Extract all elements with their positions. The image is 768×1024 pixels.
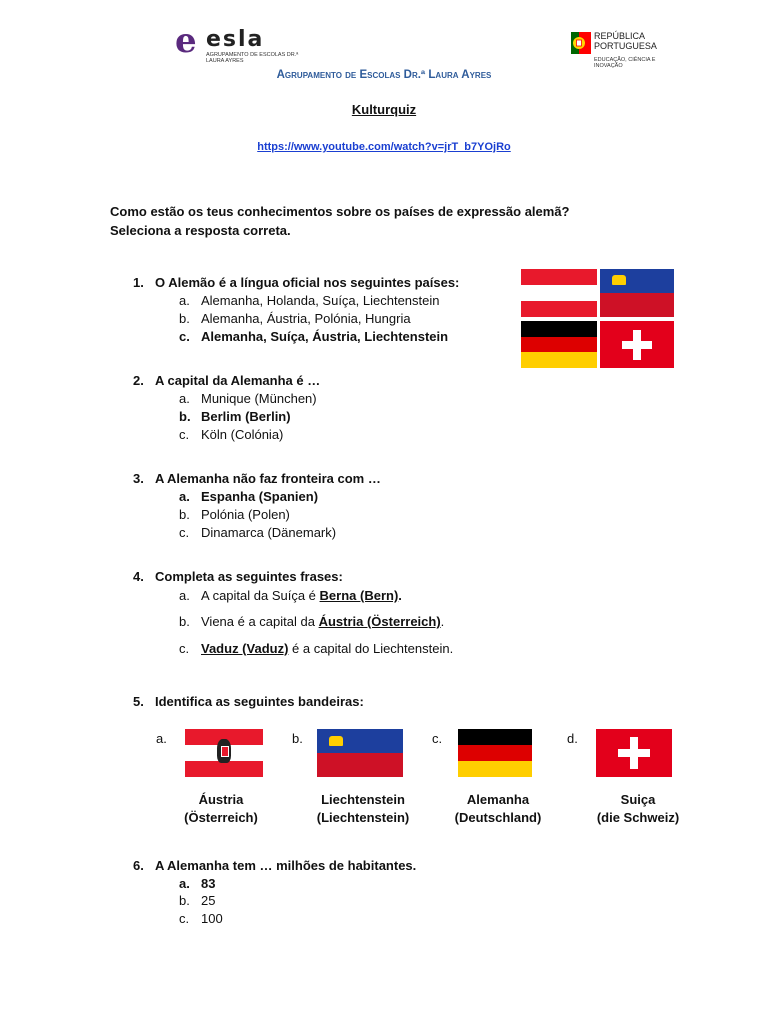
gov-subtitle: EDUCAÇÃO, CIÊNCIA E INOVAÇÃO — [594, 57, 656, 69]
portugal-emblem-icon — [571, 32, 591, 54]
crown-icon — [612, 275, 626, 285]
option-letter: c. — [179, 427, 190, 442]
question-text: Identifica as seguintes bandeiras: — [155, 694, 364, 709]
school-name: Agrupamento de Escolas Dr.ª Laura Ayres — [276, 69, 492, 81]
option-letter: c. — [179, 911, 190, 926]
flag-native-name: (Österreich) — [184, 810, 258, 825]
option-letter: a. — [179, 588, 190, 603]
question-text: Completa as seguintes frases: — [155, 569, 343, 584]
flag-letter-a: a. — [156, 731, 167, 746]
question-5 — [133, 693, 364, 711]
option-text: 83 — [201, 876, 216, 891]
sentence-4c — [179, 640, 453, 658]
option-text: Alemanha, Holanda, Suíça, Liechtenstein — [201, 293, 440, 308]
option-letter: a. — [179, 293, 190, 308]
option-text: 100 — [201, 911, 223, 926]
question-2 — [133, 372, 320, 390]
flag-letter-b: b. — [292, 731, 303, 746]
liechtenstein-flag — [600, 269, 674, 317]
question-number: 6. — [133, 858, 144, 873]
sentence-answer: Áustria (Österreich) — [318, 614, 441, 629]
esla-logo-text: esla — [206, 27, 265, 52]
question-3 — [133, 470, 381, 488]
option-6b — [179, 892, 215, 910]
option-3b — [179, 506, 290, 524]
intro-text — [110, 202, 570, 240]
sentence-pre: A capital da Suíça é — [201, 588, 320, 603]
question-number: 1. — [133, 275, 144, 290]
option-letter: b. — [179, 614, 190, 629]
question-text: A Alemanha não faz fronteira com … — [155, 471, 381, 486]
flag-letter-c: c. — [432, 731, 443, 746]
option-6c — [179, 910, 223, 928]
video-link[interactable]: https://www.youtube.com/watch?v=jrT_b7YOjRo — [257, 141, 511, 153]
option-text: Dinamarca (Dänemark) — [201, 525, 337, 540]
option-3c — [179, 524, 336, 542]
option-2a — [179, 390, 317, 408]
option-1a — [179, 292, 440, 310]
austria-flag — [521, 269, 597, 317]
shield-icon — [221, 746, 229, 757]
option-letter: c. — [179, 525, 190, 540]
option-text: Alemanha, Áustria, Polónia, Hungria — [201, 311, 411, 326]
flag-caption-d — [573, 791, 703, 827]
question-number: 5. — [133, 694, 144, 709]
crown-icon — [329, 736, 343, 746]
option-letter: b. — [179, 507, 190, 522]
sentence-post: é a capital do Liechtenstein. — [288, 641, 454, 656]
option-text: Köln (Colónia) — [201, 427, 284, 442]
question-6 — [133, 857, 416, 875]
option-text: Alemanha, Suíça, Áustria, Liechtenstein — [201, 329, 449, 344]
option-letter: a. — [179, 489, 190, 504]
sentence-pre: Viena é a capital da — [201, 614, 319, 629]
option-text: 25 — [201, 893, 216, 908]
question-4 — [133, 568, 343, 586]
flag-native-name: (die Schweiz) — [596, 810, 680, 825]
switzerland-flag — [600, 321, 674, 368]
question-number: 2. — [133, 373, 144, 388]
flag-name: Suiça — [620, 792, 656, 807]
gov-title: REPÚBLICA PORTUGUESA — [594, 31, 657, 51]
sentence-4a — [179, 587, 402, 605]
flag-name: Alemanha — [466, 792, 530, 807]
option-6a-correct — [179, 875, 215, 893]
option-letter: c. — [179, 641, 190, 656]
question-text: O Alemão é a língua oficial nos seguintes países: — [155, 275, 460, 290]
option-3a-correct — [179, 488, 318, 506]
option-1c-correct — [179, 328, 448, 346]
option-letter: b. — [179, 311, 190, 326]
option-1b — [179, 310, 411, 328]
sentence-4b — [179, 613, 444, 631]
option-text: Polónia (Polen) — [201, 507, 290, 522]
esla-logo-mark: e — [175, 21, 197, 61]
flag-native-name: (Liechtenstein) — [316, 810, 410, 825]
switzerland-flag — [596, 729, 672, 777]
flag-letter-d: d. — [567, 731, 578, 746]
germany-flag — [521, 321, 597, 368]
option-text: Espanha (Spanien) — [201, 489, 319, 504]
question-text: A capital da Alemanha é … — [155, 373, 321, 388]
intro-line-1: Como estão os teus conhecimentos sobre os países de expressão alemã? — [110, 204, 570, 219]
intro-line-2: Seleciona a resposta correta. — [110, 223, 291, 238]
germany-flag — [458, 729, 532, 777]
page-title: Kulturquiz — [351, 102, 417, 117]
sentence-answer: Berna (Bern) — [319, 588, 399, 603]
question-number: 4. — [133, 569, 144, 584]
sentence-answer: Vaduz (Vaduz) — [201, 641, 289, 656]
austria-flag — [185, 729, 263, 777]
flag-caption-c — [433, 791, 563, 827]
question-number: 3. — [133, 471, 144, 486]
flag-caption-b — [298, 791, 428, 827]
sentence-post: . — [440, 614, 445, 629]
option-letter: a. — [179, 391, 190, 406]
option-letter: b. — [179, 409, 191, 424]
flag-name: Liechtenstein — [321, 792, 405, 807]
flag-native-name: (Deutschland) — [454, 810, 542, 825]
flag-caption-a — [156, 791, 286, 827]
option-letter: a. — [179, 876, 190, 891]
option-text: Munique (München) — [201, 391, 317, 406]
liechtenstein-flag — [317, 729, 403, 777]
option-letter: c. — [179, 329, 190, 344]
flag-name: Áustria — [198, 792, 244, 807]
sentence-post: . — [398, 588, 402, 603]
option-letter: b. — [179, 893, 190, 908]
question-1 — [133, 274, 459, 292]
esla-logo-subtitle: AGRUPAMENTO DE ESCOLAS DR.ª LAURA AYRES — [206, 52, 299, 64]
option-text: Berlim (Berlin) — [201, 409, 291, 424]
question-text: A Alemanha tem … milhões de habitantes. — [155, 858, 417, 873]
option-2b-correct — [179, 408, 291, 426]
option-2c — [179, 426, 283, 444]
